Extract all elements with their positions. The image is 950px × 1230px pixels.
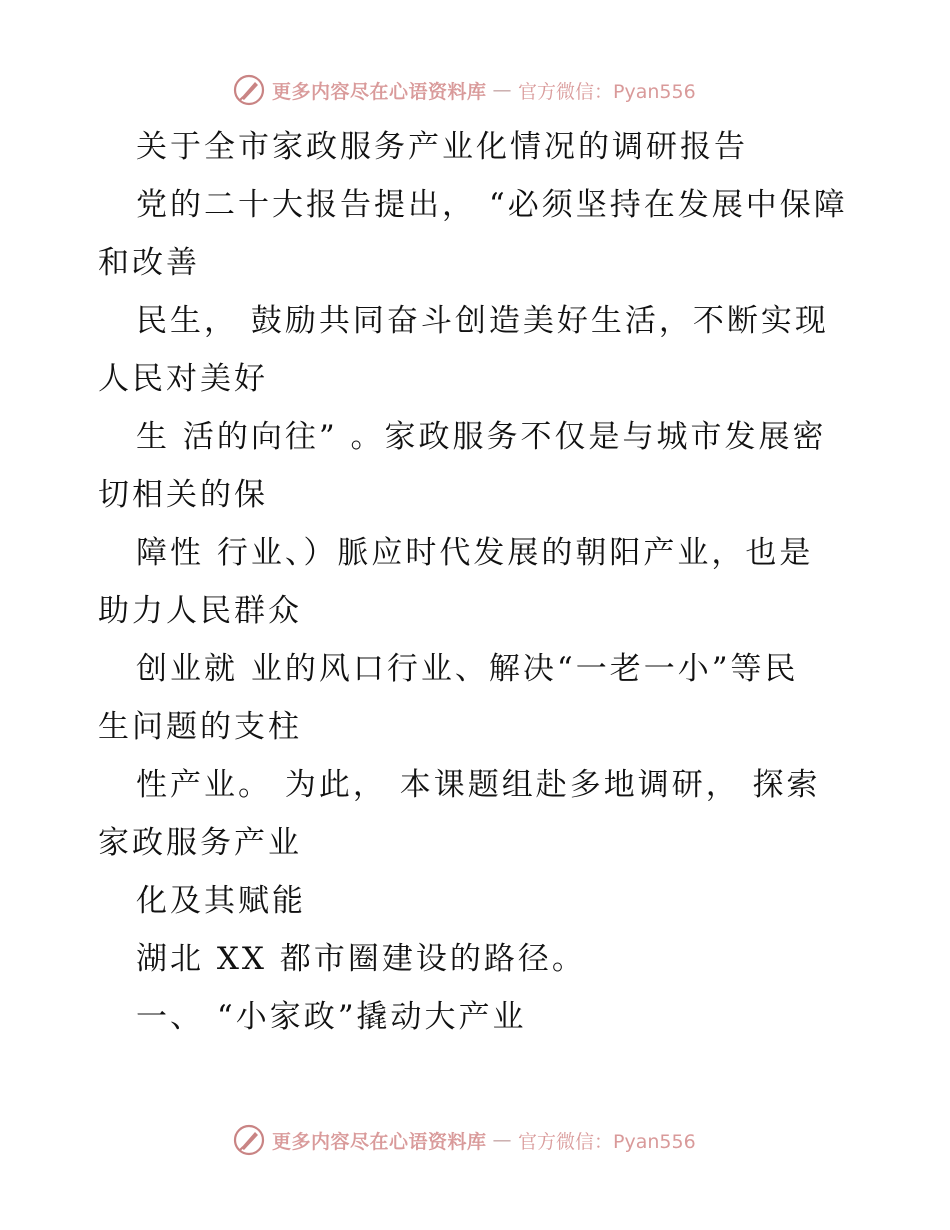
footer-watermark <box>232 1122 696 1158</box>
text-line: 党的二十大报告提出， “必须坚持在发展中保障 <box>136 187 848 223</box>
text-line: 民生， 鼓励共同奋斗创造美好生活，不断实现 <box>136 303 829 339</box>
text-line: 一、 “小家政”撬动大产业 <box>136 999 527 1035</box>
text-line: 人民对美好 <box>98 361 268 397</box>
document-body <box>98 118 878 1046</box>
watermark-wechat: 官方微信：Pyan556 <box>518 80 696 103</box>
text-line: 化及其赋能 <box>136 883 306 919</box>
watermark-text: 更多内容尽在心语资料库 <box>272 80 487 103</box>
text-line: 生问题的支柱 <box>98 709 302 745</box>
text-line: 创业就 业的风口行业、解决“一老一小”等民 <box>136 651 799 687</box>
text-line: 关于全市家政服务产业化情况的调研报告 <box>136 129 748 165</box>
text-line: 切相关的保 <box>98 477 268 513</box>
watermark-text: 更多内容尽在心语资料库 <box>272 1130 487 1153</box>
text-line: 和改善 <box>98 245 200 281</box>
text-line: 障性 行业、）脈应时代发展的朝阳产业，也是 <box>136 535 814 571</box>
watermark-dash: — <box>492 1129 513 1151</box>
quill-logo-icon <box>232 73 266 107</box>
header-watermark <box>232 72 696 108</box>
text-line: 助力人民群众 <box>98 593 302 629</box>
quill-logo-icon <box>232 1123 266 1157</box>
text-line: 家政服务产业 <box>98 825 302 861</box>
text-line: 湖北 XX 都市圈建设的路径。 <box>136 941 586 977</box>
text-line: 生 活的向往” 。家政服务不仅是与城市发展密 <box>136 419 827 455</box>
watermark-wechat: 官方微信：Pyan556 <box>518 1130 696 1153</box>
text-line: 性产业。 为此， 本课题组赴多地调研， 探索 <box>136 767 821 803</box>
watermark-dash: — <box>492 79 513 101</box>
